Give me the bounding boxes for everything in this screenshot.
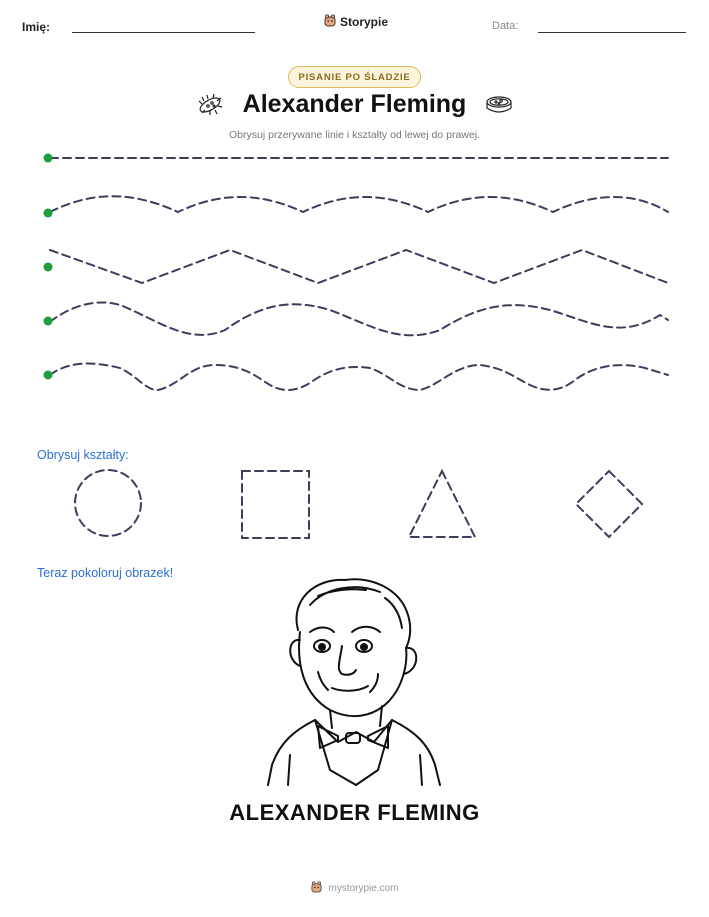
trace-line-wave [50,302,668,335]
start-dot [44,154,53,163]
name-label: Imię: [22,20,51,34]
footer-site-link[interactable]: mystorypie.com [328,882,399,894]
tracing-lines [0,140,709,400]
start-dot [44,317,53,326]
page-title: Alexander Fleming [242,90,467,118]
activity-badge: PISANIE PO ŚLADZIE [288,66,421,88]
brand [323,13,388,30]
shapes-section-label: Obrysuj kształty: [37,448,129,462]
portrait-caption: ALEXANDER FLEMING [229,800,480,825]
trace-shapes [0,460,709,550]
name-write-line[interactable] [72,32,255,33]
trace-shape-triangle [409,471,475,537]
date-label: Data: [492,20,519,32]
trace-shape-diamond [576,471,642,537]
storypie-logo-icon [310,880,323,896]
instructions: Obrysuj przerywane linie i kształty od lewej do prawej. [229,129,480,141]
start-dot [44,209,53,218]
date-write-line[interactable] [538,32,686,33]
petri-dish-icon [484,93,514,124]
trace-shape-square [242,471,309,538]
footer [0,880,709,896]
trace-line-gentle-wave [50,196,668,212]
start-dot [44,371,53,380]
trace-shape-circle [75,470,141,536]
trace-line-loop-wave [50,364,668,391]
storypie-logo-icon [323,13,337,30]
trace-line-zigzag [50,250,668,283]
coloring-section-label: Teraz pokoloruj obrazek! [37,566,174,580]
fleming-portrait-illustration[interactable] [260,570,450,790]
brand-name: Storypie [340,14,389,29]
start-dot [44,263,53,272]
